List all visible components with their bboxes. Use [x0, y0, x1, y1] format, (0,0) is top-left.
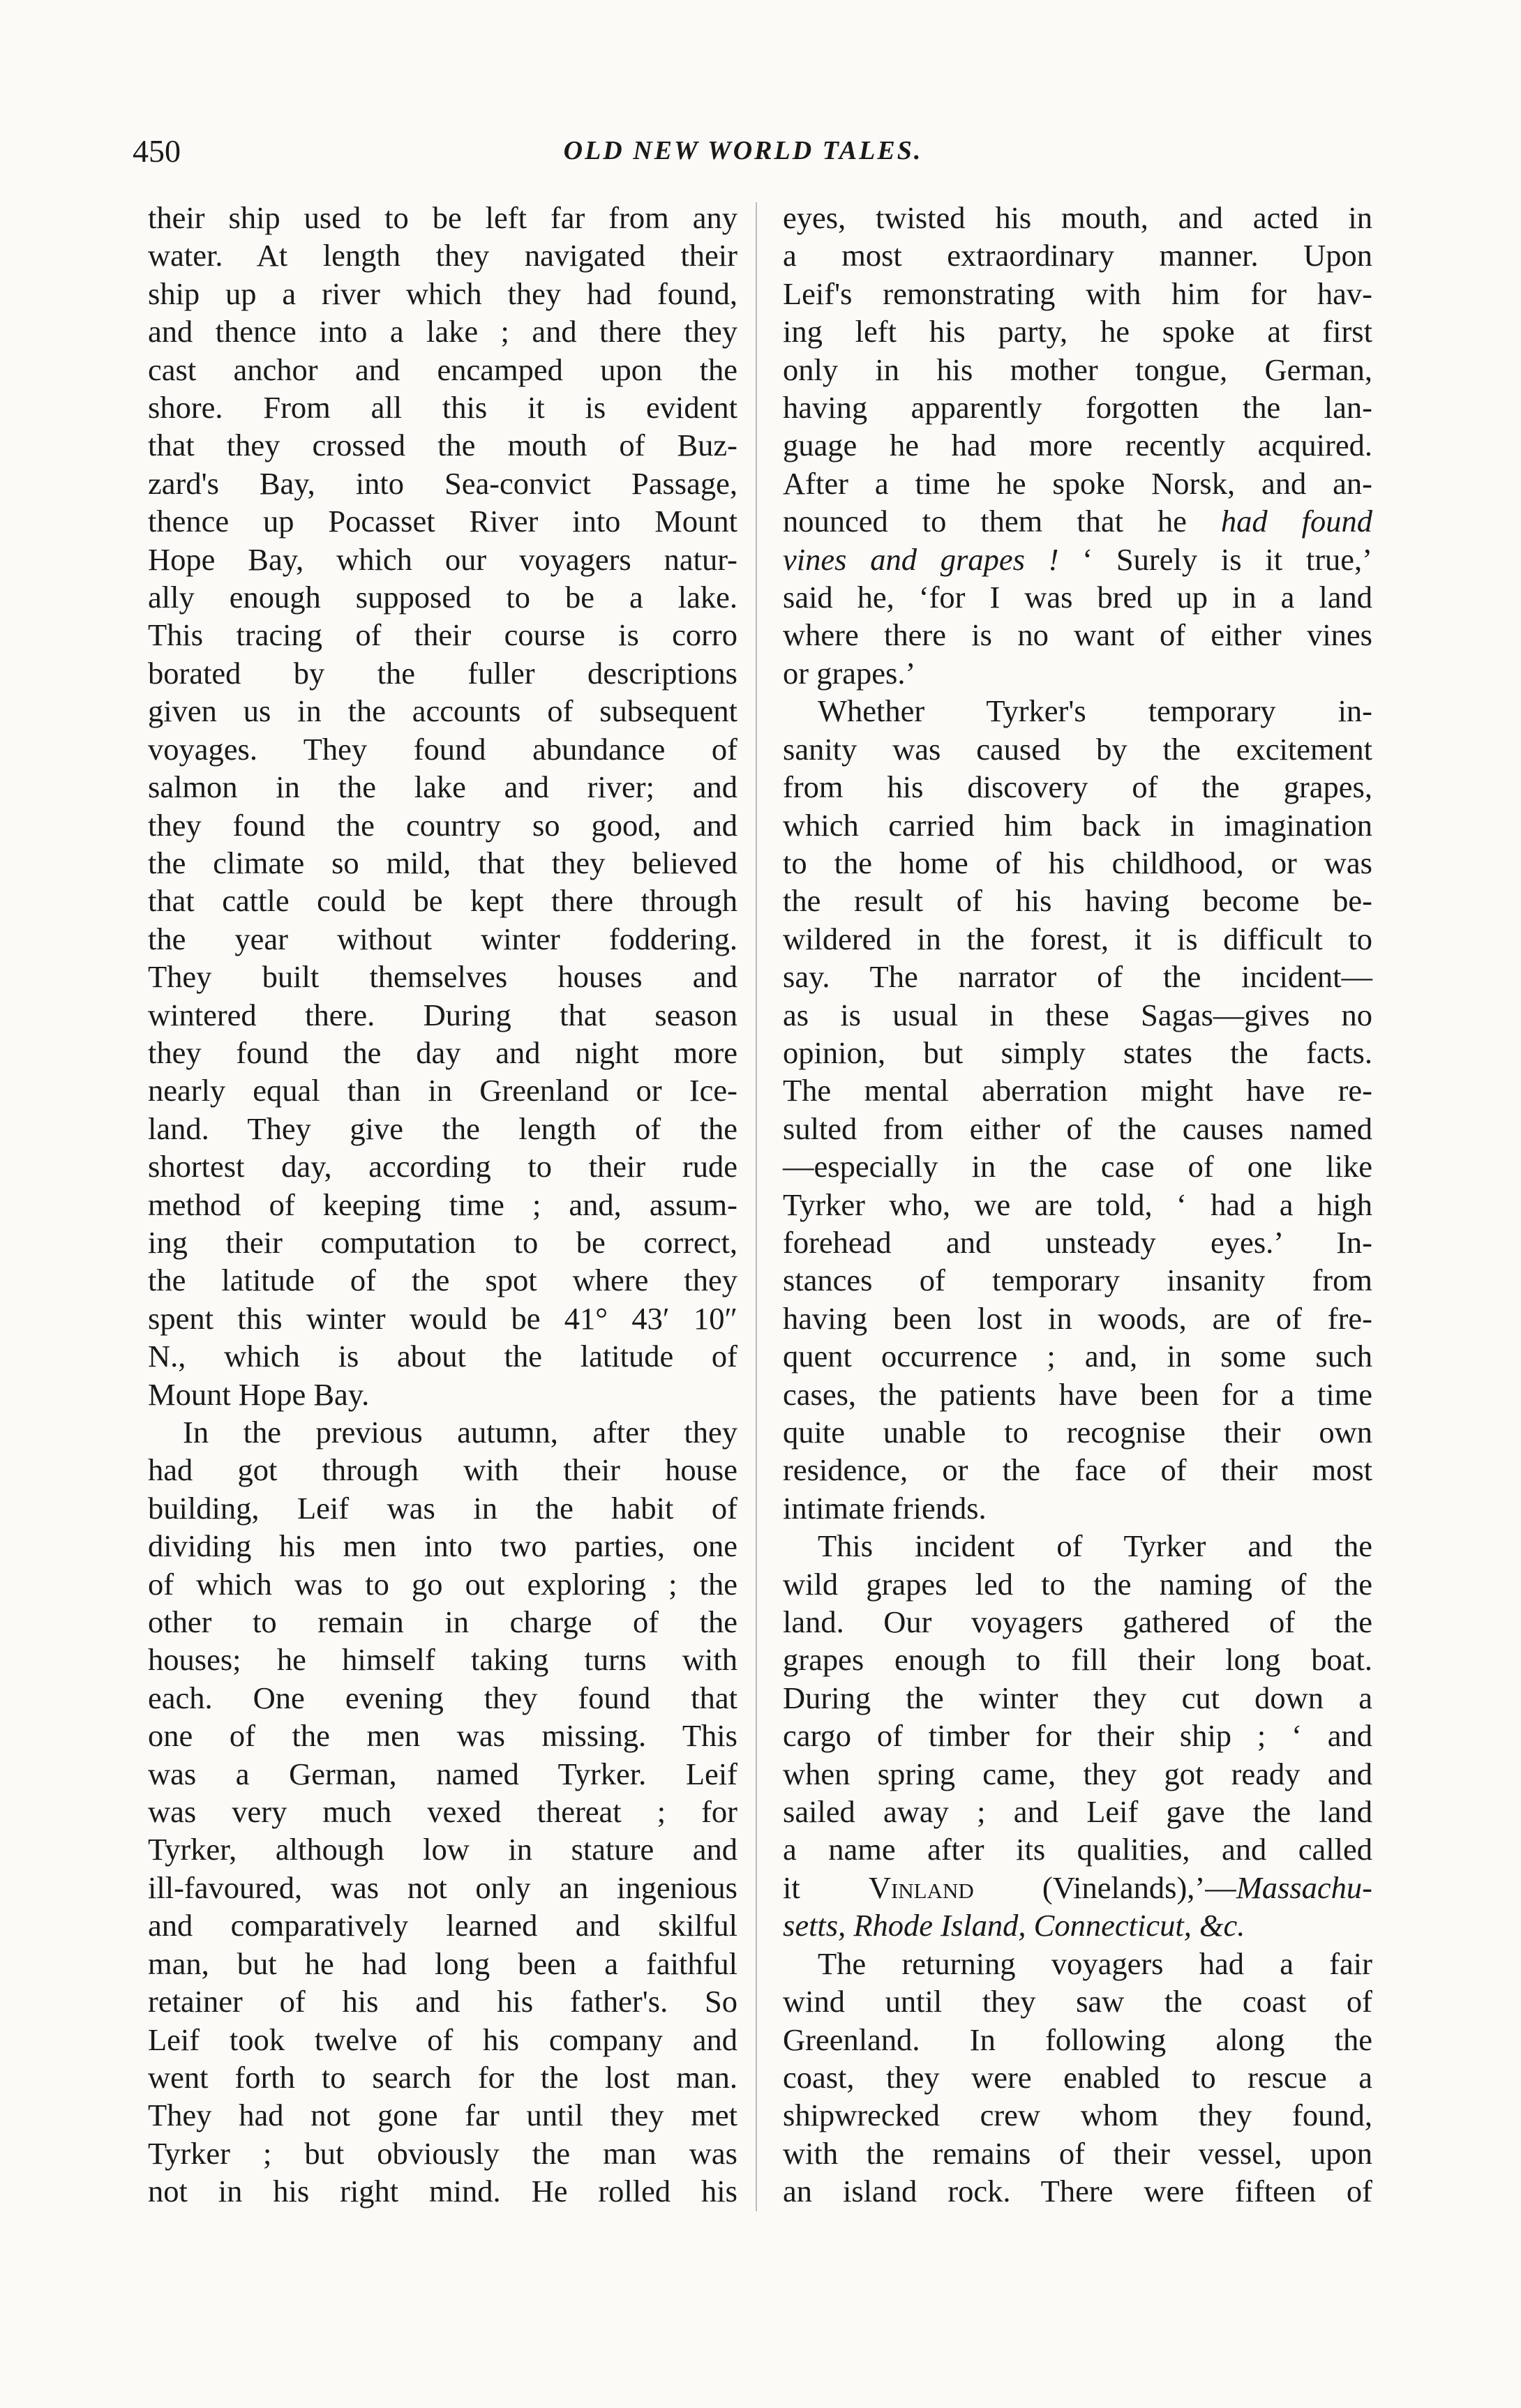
- text-line: [783, 502, 1372, 540]
- text-line: wintered there. During that season: [148, 997, 737, 1032]
- text-line: ship up a river which they had found,: [148, 276, 737, 311]
- text-line: Greenland. In following along the: [783, 2022, 1372, 2057]
- text-line: to the home of his childhood, or was: [783, 845, 1372, 880]
- text-line: wild grapes led to the naming of the: [783, 1566, 1372, 1602]
- text-line: Whether Tyrker's temporary in-: [818, 693, 1372, 729]
- text-line: sanity was caused by the excitement: [783, 731, 1372, 767]
- text-line: After a time he spoke Norsk, and an-: [783, 465, 1372, 501]
- text-line: grapes enough to fill their long boat.: [783, 1642, 1372, 1678]
- text-line: man, but he had long been a faithful: [148, 1946, 737, 1981]
- text-line: houses; he himself taking turns with: [148, 1642, 737, 1678]
- text-line: one of the men was missing. This: [148, 1718, 737, 1754]
- text-line: building, Leif was in the habit of: [148, 1490, 737, 1526]
- text-line: zard's Bay, into Sea-convict Passage,: [148, 465, 737, 501]
- text-line: was a German, named Tyrker. Leif: [148, 1756, 737, 1791]
- text-line: quent occurrence ; and, in some such: [783, 1339, 1372, 1374]
- text-line: they found the country so good, and: [148, 807, 737, 843]
- text-line: N., which is about the latitude of: [148, 1339, 737, 1374]
- text-line: residence, or the face of their most: [783, 1452, 1372, 1488]
- page-number: 450: [133, 133, 181, 169]
- text-line: sailed away ; and Leif gave the land: [783, 1794, 1372, 1830]
- text-line: was very much vexed thereat ; for: [148, 1794, 737, 1830]
- text-fragment: (Vinelands),’—: [973, 1869, 1236, 1905]
- text-line: thence up Pocasset River into Mount: [148, 504, 737, 539]
- text-line: They built themselves houses and: [148, 959, 737, 995]
- text-line: This incident of Tyrker and the: [818, 1528, 1372, 1564]
- text-line: given us in the accounts of subsequent: [148, 693, 737, 729]
- text-line: ing left his party, he spoke at first: [783, 314, 1372, 349]
- text-line: voyages. They found abundance of: [148, 731, 737, 767]
- text-line: setts, Rhode Island, Connecticut, &c.: [783, 1908, 1245, 1943]
- text-line: and comparatively learned and skilful: [148, 1908, 737, 1943]
- text-line: which carried him back in imagination: [783, 807, 1372, 843]
- text-line: an island rock. There were fifteen of: [783, 2174, 1372, 2209]
- text-line: forehead and unsteady eyes.’ In-: [783, 1224, 1372, 1260]
- text-line: Tyrker, although low in stature and: [148, 1832, 737, 1867]
- text-line: land. Our voyagers gathered of the: [783, 1604, 1372, 1640]
- text-line: coast, they were enabled to rescue a: [783, 2059, 1372, 2095]
- text-line: of which was to go out exploring ; the: [148, 1566, 737, 1602]
- text-line: and thence into a lake ; and there they: [148, 314, 737, 349]
- running-title: OLD NEW WORLD TALES.: [563, 136, 923, 165]
- text-line: cargo of timber for their ship ; ‘ and: [783, 1718, 1372, 1754]
- text-line: each. One evening they found that: [148, 1680, 737, 1715]
- text-line: they found the day and night more: [148, 1034, 737, 1070]
- text-line: They had not gone far until they met: [148, 2098, 737, 2133]
- text-line: had got through with their house: [148, 1452, 737, 1488]
- text-line: The returning voyagers had a fair: [818, 1946, 1372, 1981]
- text-fragment: ‘ Surely is it true,’: [1058, 541, 1372, 577]
- text-line: [783, 541, 1372, 578]
- text-line: say. The narrator of the incident—: [783, 959, 1372, 995]
- italic-phrase: had found: [1220, 504, 1372, 539]
- text-line: land. They give the length of the: [148, 1111, 737, 1146]
- text-line: ill-favoured, was not only an ingenious: [148, 1869, 737, 1905]
- text-line: the climate so mild, that they believed: [148, 845, 737, 880]
- text-line: ally enough supposed to be a lake.: [148, 580, 737, 615]
- text-line: Tyrker who, we are told, ‘ had a high: [783, 1187, 1372, 1222]
- text-line: The mental aberration might have re-: [783, 1073, 1372, 1108]
- text-line: guage he had more recently acquired.: [783, 428, 1372, 463]
- text-line: [783, 1869, 1372, 1906]
- text-line: sulted from either of the causes named: [783, 1111, 1372, 1146]
- text-line: Hope Bay, which our voyagers natur-: [148, 541, 737, 577]
- text-line: Tyrker ; but obviously the man was: [148, 2135, 737, 2171]
- text-line: the latitude of the spot where they: [148, 1263, 737, 1298]
- text-line: Leif took twelve of his company and: [148, 2022, 737, 2057]
- text-line: the year without winter foddering.: [148, 921, 737, 956]
- text-line: went forth to search for the lost man.: [148, 2059, 737, 2095]
- text-line: eyes, twisted his mouth, and acted in: [783, 200, 1372, 235]
- text-line: having apparently forgotten the lan-: [783, 390, 1372, 426]
- text-line: intimate friends.: [783, 1490, 987, 1526]
- text-line: retainer of his and his father's. So: [148, 1984, 737, 2019]
- text-line: other to remain in charge of the: [148, 1604, 737, 1640]
- text-line: stances of temporary insanity from: [783, 1263, 1372, 1298]
- text-line: cast anchor and encamped upon the: [148, 352, 737, 387]
- text-line: opinion, but simply states the facts.: [783, 1034, 1372, 1070]
- text-line: Leif's remonstrating with him for hav-: [783, 276, 1372, 311]
- text-line: the result of his having become be-: [783, 883, 1372, 919]
- text-line: borated by the fuller descriptions: [148, 655, 737, 691]
- text-line: spent this winter would be 41° 43′ 10″: [148, 1300, 737, 1336]
- text-line: when spring came, they got ready and: [783, 1756, 1372, 1791]
- text-line: where there is no want of either vines: [783, 617, 1372, 653]
- text-line: shortest day, according to their rude: [148, 1149, 737, 1184]
- text-line: a most extraordinary manner. Upon: [783, 238, 1372, 273]
- text-line: or grapes.’: [783, 655, 916, 691]
- text-line: nearly equal than in Greenland or Ice-: [148, 1073, 737, 1108]
- text-line: said he, ‘for I was bred up in a land: [783, 580, 1372, 615]
- text-line: shipwrecked crew whom they found,: [783, 2098, 1372, 2133]
- text-fragment: it: [783, 1869, 869, 1905]
- page-header: [133, 133, 1354, 174]
- text-line: Mount Hope Bay.: [148, 1376, 370, 1412]
- italic-phrase: vines and grapes !: [783, 541, 1059, 577]
- text-line: wind until they saw the coast of: [783, 1984, 1372, 2019]
- text-line: cases, the patients have been for a time: [783, 1376, 1372, 1412]
- text-line: dividing his men into two parties, one: [148, 1528, 737, 1564]
- left-text-column: [148, 199, 737, 2211]
- text-line: quite unable to recognise their own: [783, 1415, 1372, 1450]
- text-line: In the previous autumn, after they: [183, 1415, 737, 1450]
- text-line: that they crossed the mouth of Buz-: [148, 428, 737, 463]
- text-line: with the remains of their vessel, upon: [783, 2135, 1372, 2171]
- text-line: a name after its qualities, and called: [783, 1832, 1372, 1867]
- text-line: not in his right mind. He rolled his: [148, 2174, 737, 2209]
- text-line: —especially in the case of one like: [783, 1149, 1372, 1184]
- text-line: salmon in the lake and river; and: [148, 769, 737, 805]
- text-line: This tracing of their course is corro: [148, 617, 737, 653]
- text-line: as is usual in these Sagas—gives no: [783, 997, 1372, 1032]
- right-text-column: [783, 199, 1372, 2211]
- text-line: method of keeping time ; and, assum-: [148, 1187, 737, 1222]
- text-line: that cattle could be kept there through: [148, 883, 737, 919]
- text-fragment: nounced to them that he: [783, 504, 1221, 539]
- text-line: ing their computation to be correct,: [148, 1224, 737, 1260]
- column-divider: [756, 202, 757, 2211]
- text-line: from his discovery of the grapes,: [783, 769, 1372, 805]
- italic-phrase: Massachu-: [1236, 1869, 1372, 1905]
- text-line: only in his mother tongue, German,: [783, 352, 1372, 387]
- text-line: their ship used to be left far from any: [148, 200, 737, 235]
- text-line: having been lost in woods, are of fre-: [783, 1300, 1372, 1336]
- text-line: water. At length they navigated their: [148, 238, 737, 273]
- text-line: shore. From all this it is evident: [148, 390, 737, 426]
- text-line: wildered in the forest, it is difficult to: [783, 921, 1372, 956]
- text-line: During the winter they cut down a: [783, 1680, 1372, 1715]
- small-caps-word: Vinland: [868, 1869, 974, 1905]
